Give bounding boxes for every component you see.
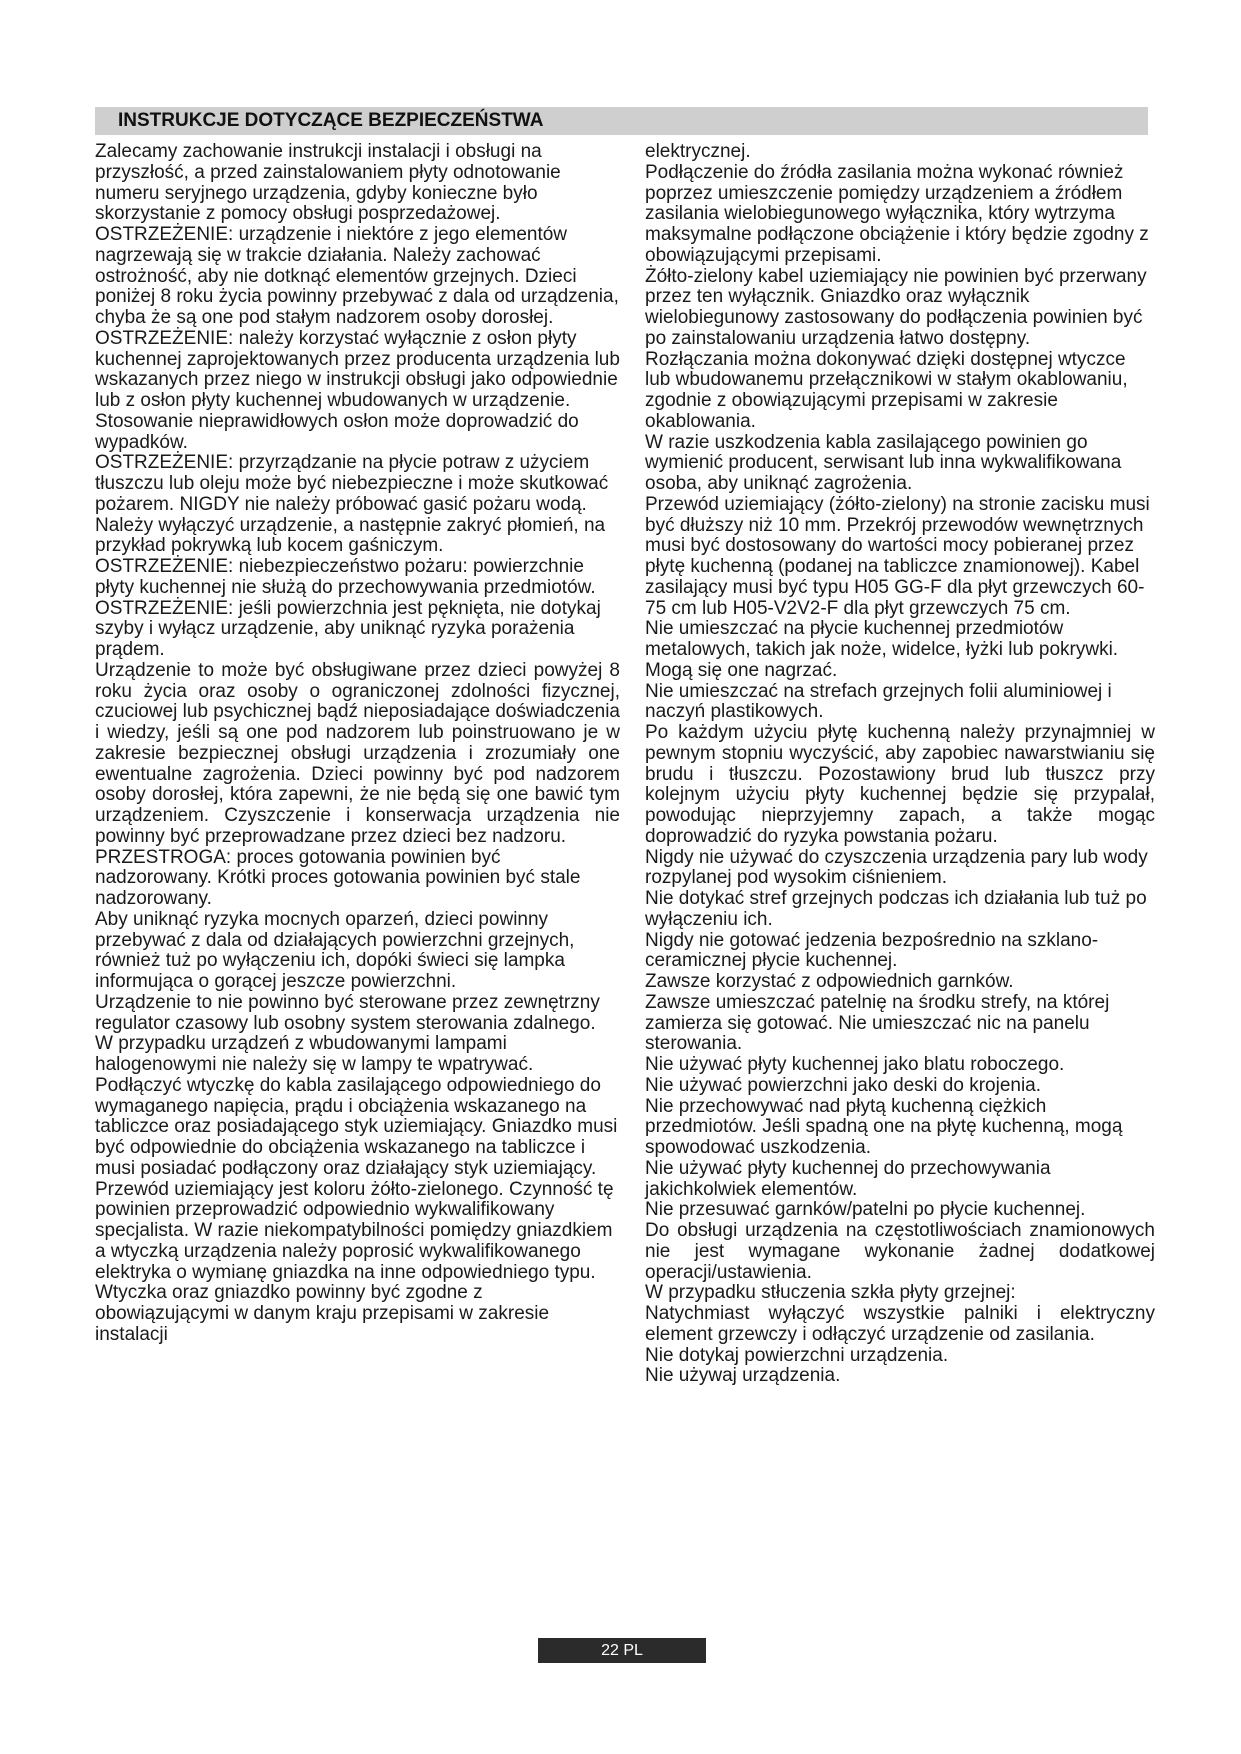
paragraph: OSTRZEŻENIE: przyrządzanie na płycie potraw z użyciem tłuszczu lub oleju może być niebezpieczne i może skutkować pożarem. NIGDY nie należy próbować gasić pożaru wodą. Należy wyłączyć urządzenie, a następnie zakryć płomień, na przykład pokrywką lub kocem gaśniczym. <box>95 452 609 557</box>
paragraph: Nie dotykać stref grzejnych podczas ich działania lub tuż po wyłączeniu ich. <box>645 888 1147 930</box>
paragraph: elektrycznej. <box>645 141 751 162</box>
section-title: INSTRUKCJE DOTYCZĄCE BEZPIECZEŃSTWA <box>118 110 544 131</box>
left-column <box>95 142 620 1346</box>
page-number: 22 PL <box>538 1638 706 1663</box>
paragraph: Nie umieszczać na strefach grzejnych folii aluminiowej i naczyń plastikowych. <box>645 680 1112 723</box>
paragraph: Nigdy nie gotować jedzenia bezpośrednio na szklano-ceramicznej płycie kuchennej. <box>645 929 1099 972</box>
paragraph: Nie dotykaj powierzchni urządzenia. <box>645 1344 949 1366</box>
paragraph: Do obsługi urządzenia na częstotliwościach znamionowych nie jest wymagane wykonanie żadnej dodatkowej operacji/ustawienia. <box>645 1220 1155 1283</box>
paragraph: Nie używać płyty kuchennej do przechowywania jakichkolwiek elementów. <box>645 1157 1051 1200</box>
paragraph: Podłączenie do źródła zasilania można wykonać również poprzez umieszczenie pomiędzy urządzeniem a źródłem zasilania wielobiegunowego wyłącznika, który wytrzyma maksymalne podłączone obciążenie i który będzie zgodny z obowiązującymi przepisami. <box>645 161 1149 266</box>
paragraph: Nie przesuwać garnków/patelni po płycie kuchennej. <box>645 1199 1086 1221</box>
paragraph: W przypadku urządzeń z wbudowanymi lampami halogenowymi nie należy się w lampy te wpatrywać. <box>95 1033 534 1075</box>
paragraph: Przewód uziemiający (żółto-zielony) na stronie zacisku musi być dłuższy niż 10 mm. Przekrój przewodów wewnętrznych musi być dostosowany do wartości mocy pobieranej przez płytę kuchenną (podanej na tabliczce znamionowej). Kabel zasilający musi być typu H05 GG-F dla płyt grzewczych 60-75 cm lub H05-V2V2-F dla płyt grzewczych 75 cm. <box>645 493 1150 619</box>
paragraph: Nie używać płyty kuchennej jako blatu roboczego. <box>645 1054 1065 1075</box>
paragraph: OSTRZEŻENIE: jeśli powierzchnia jest pęknięta, nie dotykaj szyby i wyłącz urządzenie, aby uniknąć ryzyka porażenia prądem. <box>95 597 601 660</box>
paragraph: OSTRZEŻENIE: należy korzystać wyłącznie z osłon płyty kuchennej zaprojektowanych przez producenta urządzenia lub wskazanych przez niego w instrukcji obsługi jako odpowiednie lub z osłon płyty kuchennej wbudowanych w urządzenie. Stosowanie nieprawidłowych osłon może doprowadzić do wypadków. <box>95 327 620 453</box>
paragraph: Nie używaj urządzenia. <box>645 1365 841 1387</box>
paragraph: Nigdy nie używać do czyszczenia urządzenia pary lub wody rozpylanej pod wysokim ciśnieniem. <box>645 846 1148 889</box>
paragraph: Zawsze korzystać z odpowiednich garnków. <box>645 971 1014 992</box>
paragraph: OSTRZEŻENIE: urządzenie i niektóre z jego elementów nagrzewają się w trakcie działania. Należy zachować ostrożność, aby nie dotknąć elementów grzejnych. Dzieci poniżej 8 roku życia powinny przebywać z dala od urządzenia, chyba że są one pod stałym nadzorem osoby dorosłej. <box>95 224 619 328</box>
paragraph: PRZESTROGA: proces gotowania powinien być nadzorowany. Krótki proces gotowania powinien być stale nadzorowany. <box>95 846 581 909</box>
paragraph: Zawsze umieszczać patelnię na środku strefy, na której zamierza się gotować. Nie umieszczać nic na panelu sterowania. <box>645 991 1110 1055</box>
paragraph: Rozłączania można dokonywać dzięki dostępnej wtyczce lub wbudowanemu przełącznikowi w stałym okablowaniu, zgodnie z obowiązującymi przepisami w zakresie okablowania. <box>645 348 1128 432</box>
paragraph: Urządzenie to nie powinno być sterowane przez zewnętrzny regulator czasowy lub osobny system sterowania zdalnego. <box>95 991 600 1034</box>
paragraph: Po każdym użyciu płytę kuchenną należy przynajmniej w pewnym stopniu wyczyścić, aby zapobiec nawarstwianiu się brudu i tłuszczu. Pozostawiony brud lub tłuszcz przy kolejnym użyciu płyty kuchennej będzie się przypalał, powodując nieprzyjemny zapach, a także mogąc doprowadzić do ryzyka powstania pożaru. <box>645 722 1155 847</box>
paragraph: Nie używać powierzchni jako deski do krojenia. <box>645 1074 1042 1096</box>
paragraph: Nie umieszczać na płycie kuchennej przedmiotów metalowych, takich jak noże, widelce, łyżki lub pokrywki. Mogą się one nagrzać. <box>645 618 1119 681</box>
paragraph: W przypadku stłuczenia szkła płyty grzejnej: <box>645 1282 1016 1304</box>
paragraph: Podłączyć wtyczkę do kabla zasilającego odpowiedniego do wymaganego napięcia, prądu i obciążenia wskazanego na tabliczce oraz posiadającego styk uziemiający. Gniazdko musi być odpowiednie do obciążenia wskazanego na tabliczce i musi posiadać podłączony oraz działający styk uziemiający. Przewód uziemiający jest koloru żółto-zielonego. Czynność tę powinien przeprowadzić odpowiednio wykwalifikowany specjalista. W razie niekompatybilności pomiędzy gniazdkiem a wtyczką urządzenia należy poprosić wykwalifikowanego elektryka o wymianę gniazdka na inne odpowiedniego typu. Wtyczka oraz gniazdko powinny być zgodne z obowiązującymi w danym kraju przepisami w zakresie instalacji <box>95 1074 618 1345</box>
paragraph: OSTRZEŻENIE: niebezpieczeństwo pożaru: powierzchnie płyty kuchennej nie służą do przechowywania przedmiotów. <box>95 556 596 598</box>
right-column <box>645 142 1155 1387</box>
paragraph: Aby uniknąć ryzyka mocnych oparzeń, dzieci powinny przebywać z dala od działających powierzchni grzejnych, również tuż po wyłączeniu ich, dopóki świeci się lampka informująca o gorącej jeszcze powierzchni. <box>95 908 575 992</box>
paragraph: Urządzenie to może być obsługiwane przez dzieci powyżej 8 roku życia oraz osoby o ograniczonej zdolności fizycznej, czuciowej lub psychicznej bądź nieposiadające doświadczenia i wiedzy, jeśli są one pod nadzorem lub poinstruowano je w zakresie bezpiecznej obsługi urządzenia i zrozumiały one ewentualne zagrożenia. Dzieci powinny być pod nadzorem osoby dorosłej, która zapewni, że nie będą się one bawić tym urządzeniem. Czyszczenie i konserwacja urządzenia nie powinny być przeprowadzane przez dzieci bez nadzoru. <box>95 659 620 847</box>
paragraph: Natychmiast wyłączyć wszystkie palniki i elektryczny element grzewczy i odłączyć urządzenie od zasilania. <box>645 1303 1155 1345</box>
paragraph: Zalecamy zachowanie instrukcji instalacji i obsługi na przyszłość, a przed zainstalowaniem płyty odnotowanie numeru seryjnego urządzenia, gdyby konieczne było skorzystanie z pomocy obsługi posprzedażowej. <box>95 141 561 225</box>
paragraph: W razie uszkodzenia kabla zasilającego powinien go wymienić producent, serwisant lub inna wykwalifikowana osoba, aby uniknąć zagrożenia. <box>645 431 1122 494</box>
paragraph: Nie przechowywać nad płytą kuchenną ciężkich przedmiotów. Jeśli spadną one na płytę kuchenną, mogą spowodować uszkodzenia. <box>645 1095 1123 1158</box>
paragraph: Żółto-zielony kabel uziemiający nie powinien być przerwany przez ten wyłącznik. Gniazdko oraz wyłącznik wielobiegunowy zastosowany do podłączenia powinien być po zainstalowaniu urządzenia łatwo dostępny. <box>645 265 1147 349</box>
